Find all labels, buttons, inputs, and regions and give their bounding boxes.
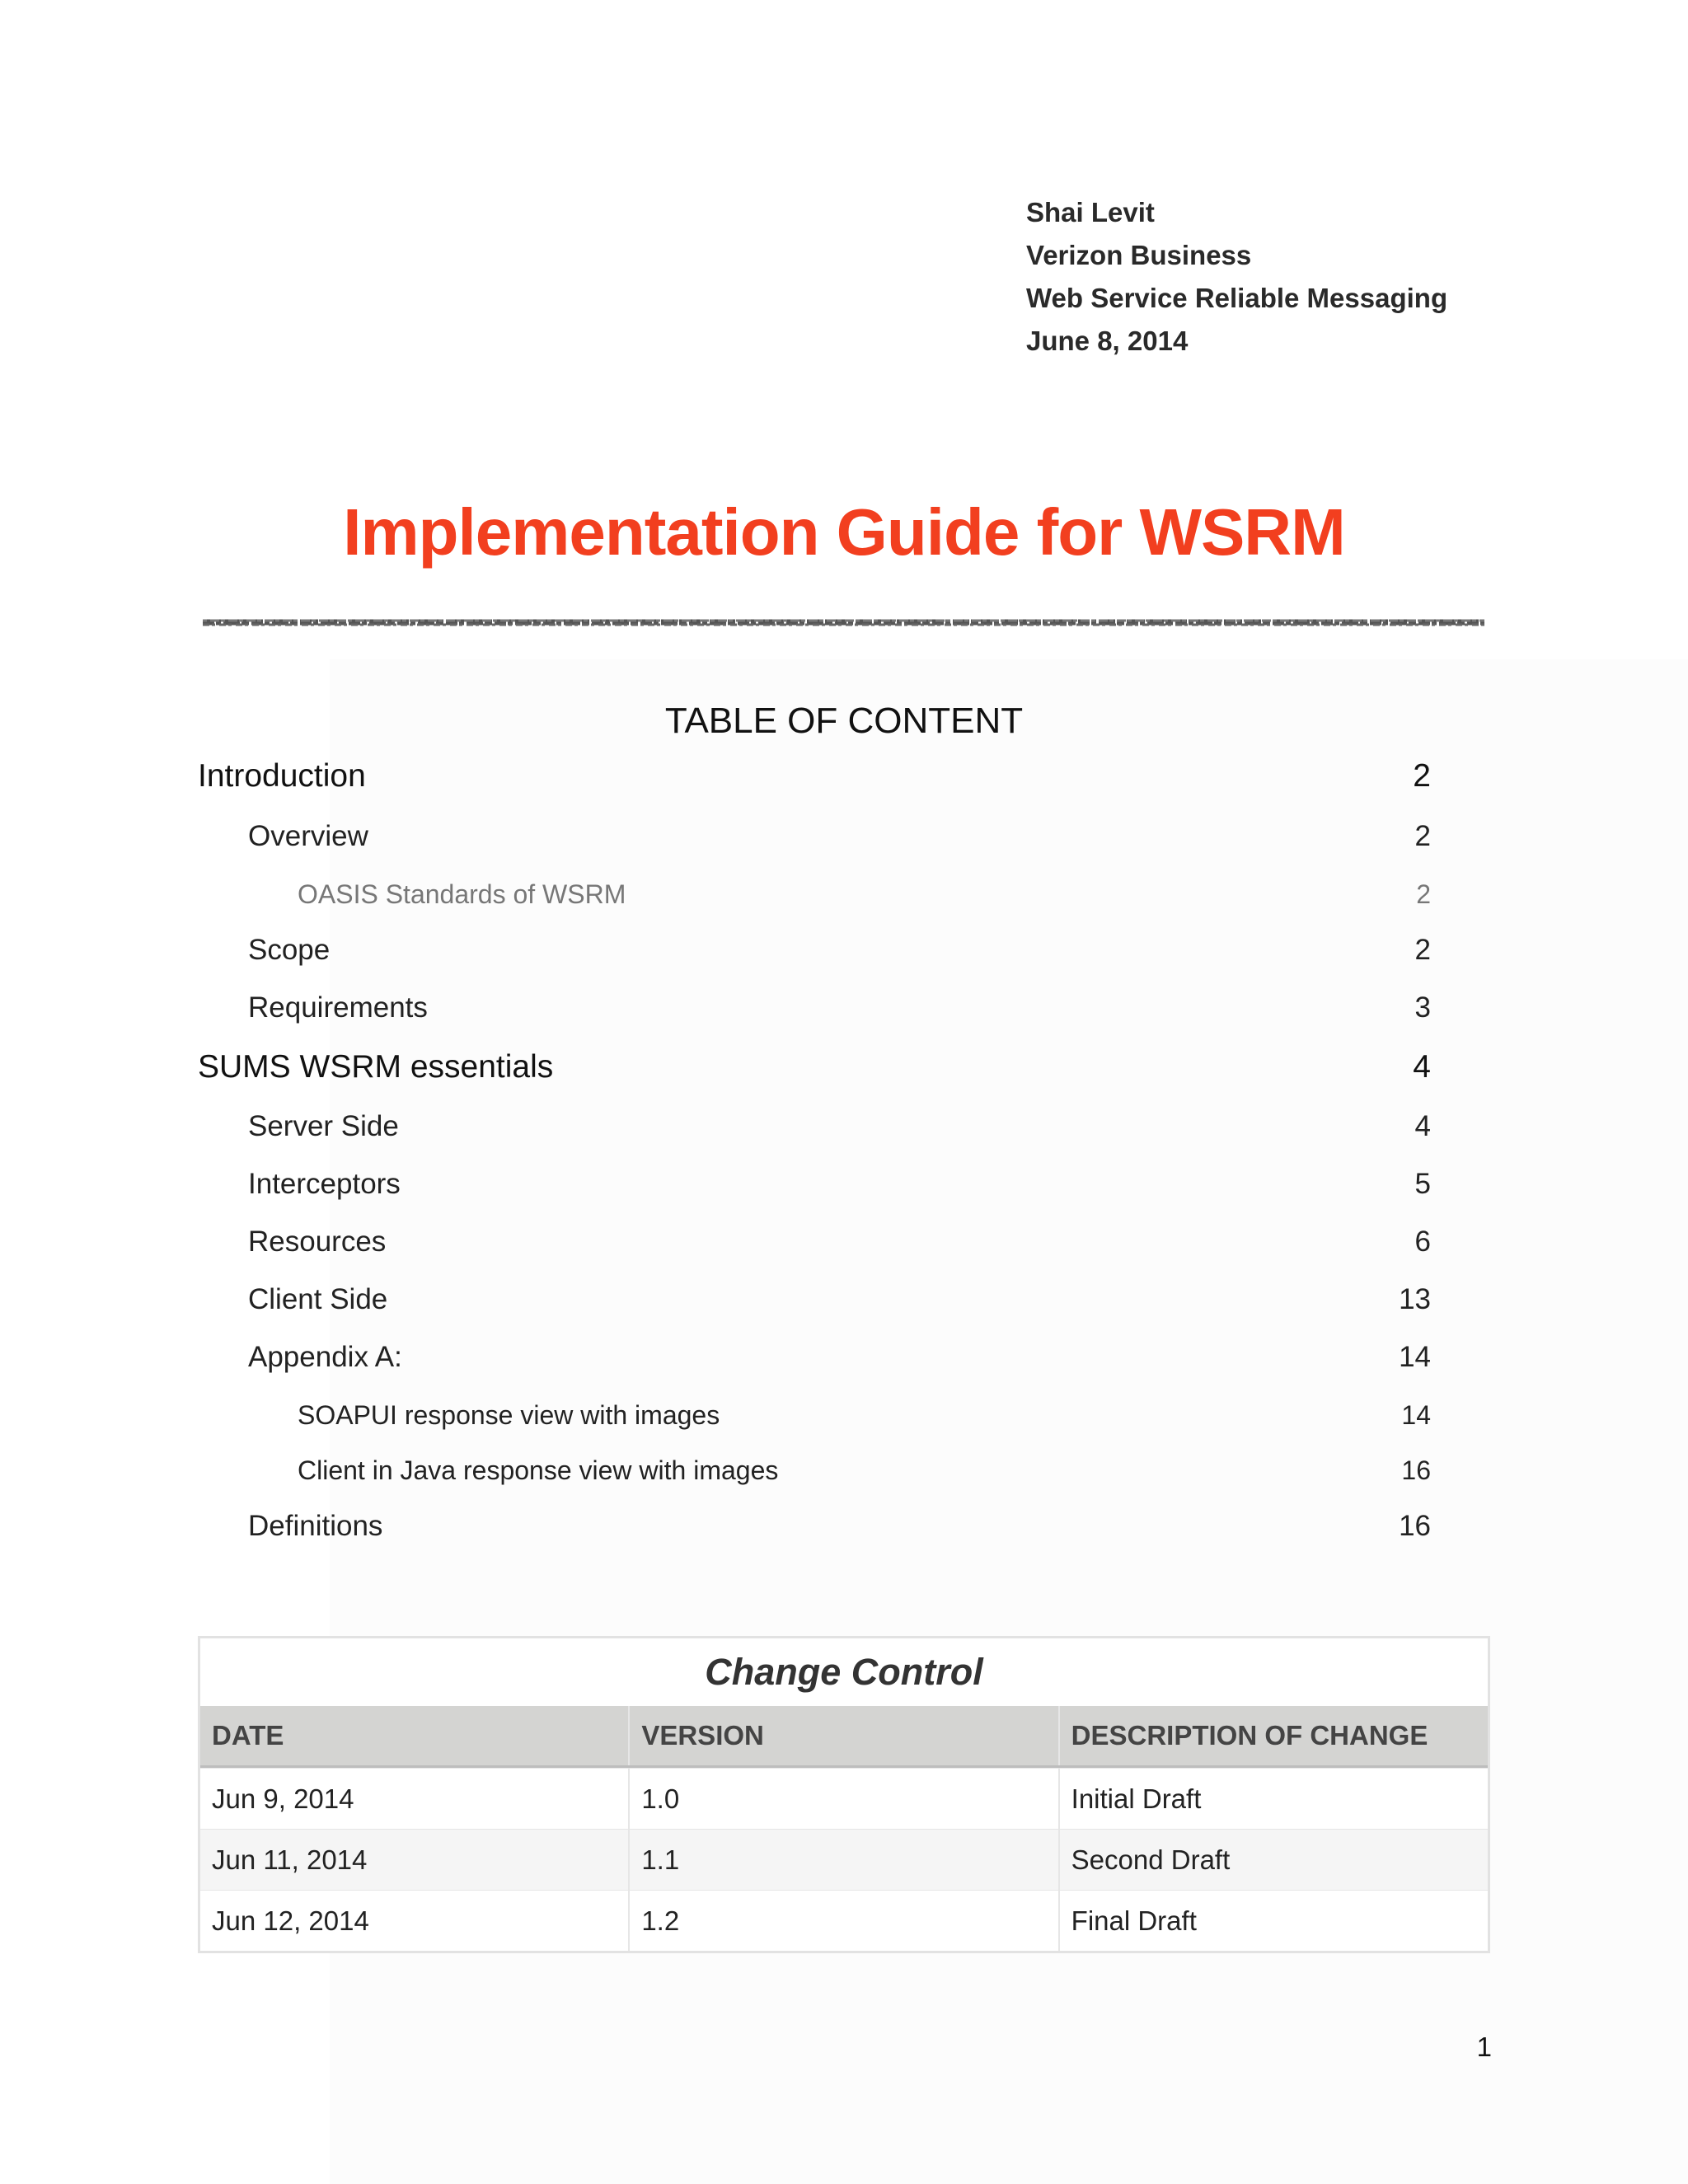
toc-entry-label: Resources <box>248 1226 387 1258</box>
toc-entry[interactable] <box>198 1510 1431 1559</box>
toc-entry-label: Appendix A: <box>248 1341 402 1373</box>
toc-entry[interactable] <box>198 1455 1431 1505</box>
toc-entry[interactable] <box>198 934 1431 983</box>
toc-entry-label: Interceptors <box>248 1168 401 1200</box>
toc-entry-page: 14 <box>1399 1341 1431 1373</box>
author-block <box>1026 191 1447 363</box>
toc-entry[interactable] <box>198 879 1431 929</box>
table-row <box>200 1890 1488 1951</box>
toc-entry-page: 5 <box>1414 1168 1431 1200</box>
cell-version: 1.1 <box>630 1830 1059 1890</box>
page-number: 1 <box>1476 2032 1492 2062</box>
document-subject: Web Service Reliable Messaging <box>1026 283 1448 313</box>
toc-entry[interactable] <box>198 1049 1431 1099</box>
toc-entry-label: Scope <box>248 934 331 966</box>
cell-date: Jun 11, 2014 <box>200 1830 630 1890</box>
toc-entry[interactable] <box>198 1110 1431 1160</box>
toc-entry-label: Requirements <box>248 991 428 1024</box>
document-date: June 8, 2014 <box>1026 326 1189 356</box>
toc-entry-page: 4 <box>1413 1049 1431 1085</box>
toc-entry-label: Definitions <box>248 1510 383 1542</box>
change-control-table <box>198 1636 1490 1953</box>
change-control-title: Change Control <box>705 1651 983 1693</box>
toc-entry-page: 13 <box>1399 1283 1431 1315</box>
toc-entry-page: 2 <box>1414 934 1431 966</box>
cell-description: Final Draft <box>1071 1905 1197 1936</box>
cell-date: Jun 9, 2014 <box>200 1769 630 1829</box>
toc-entry[interactable] <box>198 991 1431 1041</box>
cell-description: Initial Draft <box>1071 1783 1202 1814</box>
toc-entry-label: OASIS Standards of WSRM <box>298 879 626 909</box>
cell-date: Jun 12, 2014 <box>200 1891 630 1951</box>
author-name: Shai Levit <box>1026 197 1155 227</box>
toc-entry[interactable] <box>198 1400 1431 1450</box>
toc-entry[interactable] <box>198 1226 1431 1275</box>
toc-entry[interactable] <box>198 758 1431 808</box>
toc-entry-label: Introduction <box>198 758 366 794</box>
toc-entry[interactable] <box>198 1283 1431 1333</box>
toc-entry-label: Client Side <box>248 1283 388 1315</box>
toc-entry-label: Server Side <box>248 1110 399 1142</box>
column-header-version: VERSION <box>630 1706 1059 1765</box>
cell-version: 1.2 <box>630 1891 1059 1951</box>
table-row <box>200 1768 1488 1829</box>
toc-entry-page: 14 <box>1401 1400 1431 1430</box>
toc-entry[interactable] <box>198 1168 1431 1217</box>
toc-entry-page: 3 <box>1414 991 1431 1024</box>
toc-entry[interactable] <box>198 1341 1431 1390</box>
toc-entry-page: 4 <box>1414 1110 1431 1142</box>
toc-heading: TABLE OF CONTENT <box>664 701 1024 741</box>
toc-entry-page: 2 <box>1413 758 1431 794</box>
column-header-description: DESCRIPTION OF CHANGE <box>1071 1720 1428 1750</box>
toc-entry-page: 2 <box>1416 879 1431 909</box>
cell-description: Second Draft <box>1071 1844 1231 1875</box>
toc-entry-label: SOAPUI response view with images <box>298 1400 720 1430</box>
table-row <box>200 1829 1488 1890</box>
document-title: Implementation Guide for WSRM <box>343 495 1345 569</box>
toc-entry-page: 2 <box>1414 820 1431 852</box>
toc-entry-label: Client in Java response view with images <box>298 1455 779 1485</box>
toc-entry-page: 6 <box>1414 1226 1431 1258</box>
cell-version: 1.0 <box>630 1769 1059 1829</box>
table-header-row <box>200 1706 1488 1768</box>
toc-entry[interactable] <box>198 820 1431 869</box>
column-header-date: DATE <box>200 1706 630 1765</box>
toc-entry-page: 16 <box>1399 1510 1431 1542</box>
title-divider <box>203 616 1484 628</box>
toc-entry-page: 16 <box>1401 1455 1431 1485</box>
toc-entry-label: Overview <box>248 820 368 852</box>
toc-entry-label: SUMS WSRM essentials <box>198 1049 554 1085</box>
author-organization: Verizon Business <box>1026 240 1252 270</box>
